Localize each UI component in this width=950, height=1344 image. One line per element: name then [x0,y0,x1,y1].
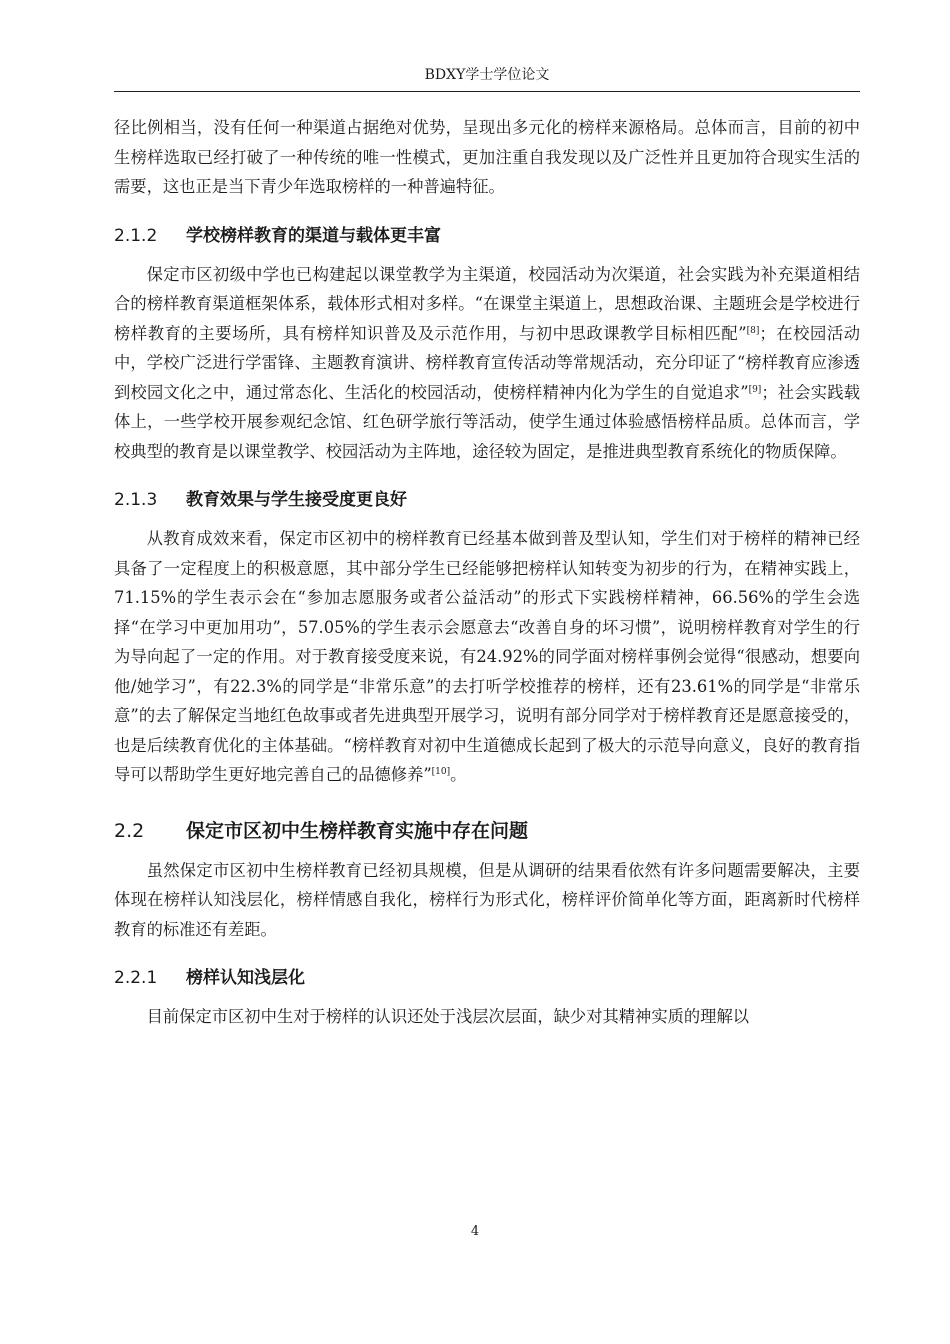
header-title: BDXY学士学位论文 [424,67,550,83]
paragraph-channels [114,260,860,467]
citation-ref-9: [9] [748,384,762,395]
running-header [114,60,860,92]
paragraph-text: 从教育成效来看，保定市区初中的榜样教育已经基本做到普及型认知，学生们对于榜样的精神已经具备了一定程度上的积极意愿，其中部分学生已经能够把榜样认知转变为初步的行为，在精神实践上，71.15%的学生表示会在“参加志愿服务或者公益活动”的形式下实践榜样精神，66.56%的学生会选择“在学习中更加用功”，57.05%的学生表示会愿意去“改善自身的坏习惯”，说明榜样教育对学生的行为导向起了一定的作用。对于教育接受度来说，有24.92%的同学面对榜样事例会觉得“很感动，想要向他/她学习”，有22.3%的同学是“非常乐意”的去打听学校推荐的榜样，还有23.61%的同学是“非常乐意”的去了解保定当地红色故事或者先进典型开展学习，说明有部分同学对于榜样教育还是愿意接受的，也是后续教育优化的主体基础。“榜样教育对初中生道德成长起到了极大的示范导向意义，良好的教育指导可以帮助学生更好地完善自己的品德修养” [114,529,860,784]
section-title: 保定市区初中生榜样教育实施中存在问题 [186,819,529,842]
section-title: 学校榜样教育的渠道与载体更丰富 [186,225,441,246]
paragraph-cognition: 目前保定市区初中生对于榜样的认识还处于浅层次层面，缺少对其精神实质的理解以 [146,1007,750,1026]
paragraph-text: ；社会实践载体上，一些学校开展参观纪念馆、红色研学旅行等活动，使学生通过体验感悟榜样品质。总体而言，学校典型的教育是以课堂教学、校园活动为主阵地，途径较为固定，是推进典型教育系统化的物质保障。 [114,382,860,461]
section-heading-2-1-2 [114,224,860,248]
paragraph-effects [114,524,860,790]
paragraph-continued: 径比例相当，没有任何一种渠道占据绝对优势，呈现出多元化的榜样来源格局。总体而言，目前的初中生榜样选取已经打破了一种传统的唯一性模式，更加注重自我发现以及广泛性并且更加符合现实生活的需要，这也正是当下青少年选取榜样的一种普遍特征。 [114,118,860,196]
section-heading-2-1-3 [114,488,860,512]
citation-ref-8: [8] [746,325,760,336]
page-number: 4 [470,1224,480,1239]
section-number: 2.1.3 [114,490,158,510]
section-number: 2.2.1 [114,968,158,988]
page-body [114,113,860,1032]
section-number: 2.2 [114,819,145,842]
section-number: 2.1.2 [114,225,158,246]
paragraph-text: 。 [450,765,467,784]
paragraph-text: ；在校园活动中，学校广泛进行学雷锋、主题教育演讲、榜样教育宣传活动等常规活动，充分印证了“榜样教育应渗透到校园文化之中，通过常态化、生活化的校园活动，使榜样精神内化为学生的自觉追求” [114,323,860,402]
section-heading-2-2-1 [114,966,860,990]
section-title: 教育效果与学生接受度更良好 [186,490,407,510]
section-heading-2-2 [114,818,860,844]
citation-ref-10: [10] [431,767,451,777]
paragraph-problems: 虽然保定市区初中生榜样教育已经初具规模，但是从调研的结果看依然有许多问题需要解决，主要体现在榜样认知浅层化，榜样情感自我化，榜样行为形式化，榜样评价简单化等方面，距离新时代榜样教育的标准还有差距。 [114,860,860,939]
paragraph-text: 保定市区初级中学也已构建起以课堂教学为主渠道，校园活动为次渠道，社会实践为补充渠道相结合的榜样教育渠道框架体系，载体形式相对多样。“在课堂主渠道上，思想政治课、主题班会是学校进行榜样教育的主要场所，具有榜样知识普及及示范作用，与初中思政课教学目标相匹配” [114,264,860,343]
section-title: 榜样认知浅层化 [186,968,305,988]
